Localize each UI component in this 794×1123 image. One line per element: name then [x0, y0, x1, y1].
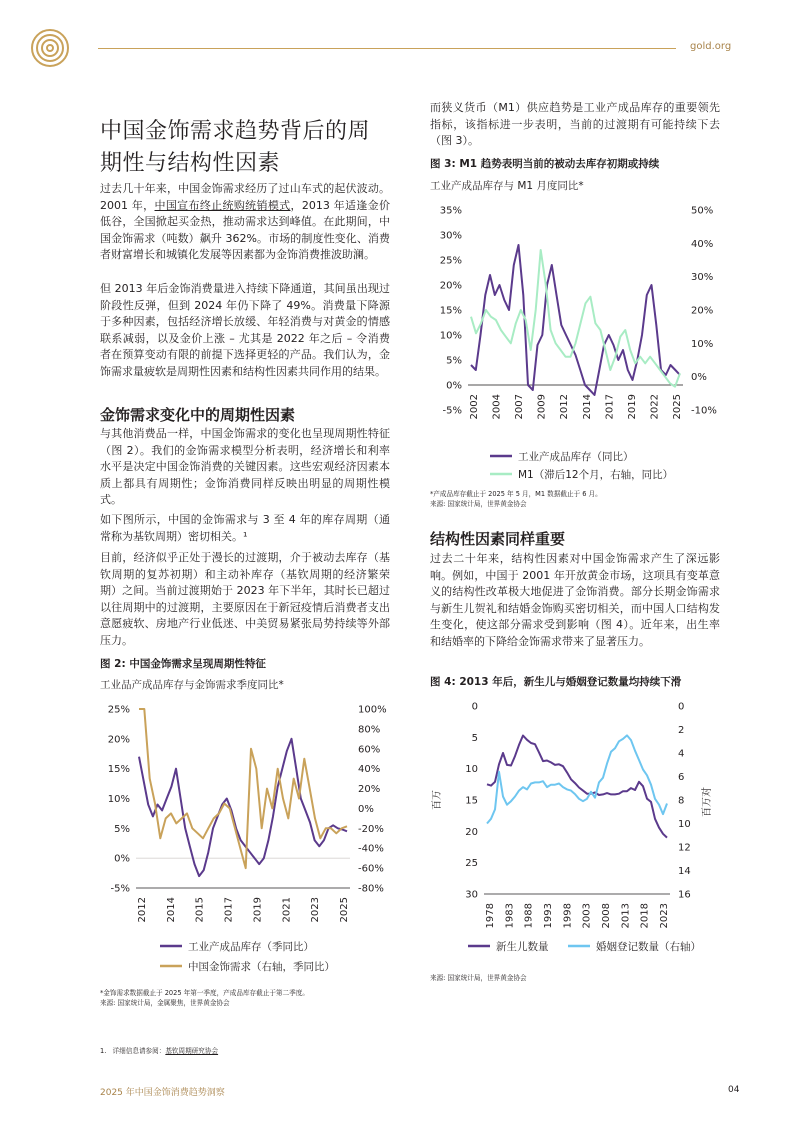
fig2-title: 图 2: 中国金饰需求呈现周期性特征 [100, 658, 266, 670]
legend-label-1: 工业产成品库存（季同比） [188, 941, 314, 953]
y-right-tick-label: 0% [691, 372, 707, 384]
legend-label-2: M1（滞后12个月，右轴，同比） [518, 469, 674, 481]
gold-logo [30, 28, 70, 68]
x-tick-label: 1978 [485, 903, 496, 929]
y-right-tick-label: -40% [358, 843, 384, 855]
y-left-tick-label: 30 [465, 889, 478, 901]
x-tick-label: 2022 [649, 394, 661, 420]
y-left-tick-label: 20% [439, 280, 462, 292]
x-tick-label: 2019 [626, 394, 638, 420]
y-left-tick-label: 0 [471, 701, 478, 713]
y-left-tick-label: 30% [439, 230, 462, 242]
y-left-tick-label: 5% [446, 355, 462, 367]
y-right-tick-label: 20% [691, 305, 714, 317]
y-right-tick-label: 14 [678, 866, 691, 877]
x-tick-label: 2003 [581, 903, 593, 929]
fig3-chart [428, 198, 728, 483]
x-tick-label: 2019 [252, 897, 264, 923]
y-left-tick-label: -5% [110, 883, 130, 895]
x-tick-label: 2014 [581, 394, 593, 420]
y-left-tick-label: 15 [465, 795, 478, 807]
x-tick-label: 1998 [562, 903, 574, 929]
x-tick-label: 2012 [559, 394, 571, 420]
x-tick-label: 1988 [523, 903, 535, 929]
y-right-tick-label: -20% [358, 823, 384, 835]
y-left-tick-label: 5 [471, 732, 478, 744]
y-right-tick-label: -10% [691, 405, 717, 417]
x-tick-label: 2002 [469, 394, 480, 420]
footnote: 1. 详细信息请参阅：基钦周期研究协会 [100, 1047, 219, 1055]
intro-paragraph-2: 但 2013 年后金饰消费量进入持续下降通道，其间虽出现过阶段性反弹，但到 2024 年仍下降了 49%。消费量下降源于多种因素，包括经济增长放缓、年轻消费与对黄金的情感联系减弱，以及金价上涨 – 尤其是 2022 年之后 – 令消费者在预算变动有限的前提下选择更轻的产品。我们认为，金饰需求量疲软是周期性因素和结构性因素共同作用的结果。 [100, 282, 390, 378]
x-tick-label: 2023 [659, 903, 670, 929]
y-right-tick-label: 40% [358, 764, 381, 776]
fig4-source: 来源: 国家统计局，世界黄金协会 [430, 974, 527, 982]
x-tick-label: 2008 [601, 903, 612, 929]
y-right-tick-label: 80% [358, 724, 381, 736]
intro-paragraph-1: 过去几十年来，中国金饰需求经历了过山车式的起伏波动。2001 年，中国宣布终止统购统销模式，2013 年适逢金价低谷，全国掀起买金热，推动需求达到峰值。在此期间，中国金饰需求（吨数）飙升 362%。市场的制度性变化、消费者财富增长和城镇化发展等因素都为金饰消费推波助澜。 [100, 182, 390, 262]
x-tick-label: 1993 [543, 903, 554, 929]
y-right-tick-label: 8 [678, 795, 685, 807]
y-left-tick-label: 0% [446, 380, 462, 392]
x-tick-label: 2014 [165, 897, 177, 923]
y-right-tick-label: 40% [691, 238, 714, 250]
y-right-tick-label: -60% [358, 863, 384, 875]
y-left-tick-label: -5% [442, 405, 462, 417]
fig3-subtitle: 工业产成品库存与 M1 月度同比* [430, 180, 584, 192]
legend-label-1: 工业产成品库存（同比） [518, 451, 634, 463]
y-left-tick-label: 25 [465, 858, 478, 870]
y-right-tick-label: 30% [691, 272, 714, 284]
x-tick-label: 2017 [223, 897, 235, 923]
x-tick-label: 2018 [639, 903, 651, 929]
y-right-tick-label: 6 [678, 772, 685, 783]
y-right-tick-label: 12 [678, 842, 691, 854]
x-tick-label: 2025 [672, 394, 683, 420]
y-right-tick-label: 16 [678, 889, 691, 901]
x-tick-label: 2015 [194, 897, 206, 923]
fig3-note: *产成品库存截止于 2025 年 5 月，M1 数据截止于 6 月。 [430, 490, 602, 498]
y-left-tick-label: 20 [465, 826, 478, 838]
y-right-tick-label: 100% [358, 704, 387, 716]
y-left-tick-label: 35% [439, 205, 462, 217]
legend-label-2: 婚姻登记数量（右轴） [596, 941, 701, 953]
x-tick-label: 1983 [504, 903, 516, 929]
structural-paragraph: 过去二十年来，结构性因素对中国金饰需求产生了深远影响。例如，中国于 2001 年开放黄金市场，这项具有变革意义的结构性改革极大地促进了金饰消费。部分长期金饰需求与新生儿贺礼和结婚金饰购买密切相关，而中国人口结构发生变化，使这部分需求受到影响（图 4）。近年来，出生率和结婚率的下降给金饰需求带来了显著压力。 [430, 552, 720, 648]
y-left-tick-label: 5% [114, 823, 130, 835]
site-link[interactable]: gold.org [690, 41, 732, 52]
y-left-tick-label: 20% [107, 734, 130, 746]
y-right-tick-label: 10 [678, 819, 691, 830]
x-tick-label: 2007 [514, 394, 526, 420]
y-left-tick-label: 15% [107, 764, 130, 776]
fig4-title: 图 4: 2013 年后，新生儿与婚姻登记数量均持续下滑 [430, 676, 682, 688]
fig2-note: *金饰需求数据截止于 2025 年第一季度，产成品库存截止于第二季度。 [100, 989, 309, 997]
y-right-tick-label: 60% [358, 744, 381, 756]
x-tick-label: 2017 [604, 394, 616, 420]
page-title: 中国金饰需求趋势背后的周期性与结构性因素 [100, 119, 371, 176]
y-right-tick-label: 0% [358, 803, 374, 815]
header-rule [98, 48, 676, 49]
y-right-tick-label: -80% [358, 883, 384, 895]
section-heading-structural: 结构性因素同样重要 [430, 530, 566, 548]
y-left-tick-label: 10% [439, 330, 462, 342]
y-left-tick-label: 15% [439, 305, 462, 317]
footnote-link[interactable]: 基钦周期研究协会 [165, 1047, 219, 1055]
series-line-1 [471, 245, 680, 395]
fig2-chart [98, 698, 398, 978]
fig4-chart [428, 694, 728, 964]
fig2-source: 来源: 国家统计局，金属聚焦，世界黄金协会 [100, 999, 230, 1007]
y-left-tick-label: 0% [114, 853, 130, 865]
section-heading-cyclical: 金饰需求变化中的周期性因素 [100, 406, 296, 424]
y-left-tick-label: 10% [107, 794, 130, 805]
legend-label-2: 中国金饰需求（右轴，季同比） [188, 961, 335, 973]
page-number: 04 [728, 1085, 740, 1095]
y-right-axis-label: 百万对 [702, 787, 713, 817]
x-tick-label: 2013 [620, 903, 632, 929]
fig3-title: 图 3: M1 趋势表明当前的被动去库存初期或持续 [430, 158, 660, 170]
series-line-2 [487, 735, 667, 823]
cyclical-paragraph-1: 与其他消费品一样，中国金饰需求的变化也呈现周期性特征（图 2）。我们的金饰需求模型分析表明，经济增长和利率水平是决定中国金饰消费的关键因素。这些宏观经济因素本质上都具有周期性；金饰消费同样反映出明显的周期性模式。 [100, 427, 390, 507]
y-right-tick-label: 4 [678, 748, 685, 760]
y-right-tick-label: 20% [358, 784, 381, 796]
y-right-tick-label: 10% [691, 338, 714, 350]
x-tick-label: 2021 [281, 897, 293, 923]
series-line-1 [487, 736, 667, 838]
cyclical-paragraph-3: 目前，经济似乎正处于漫长的过渡期，介于被动去库存（基钦周期的复苏初期）和主动补库存（基钦周期的经济繁荣期）之间。当前过渡期始于 2023 年下半年，其时长已超过以往周期中的过渡期，主要原因在于新冠疫情后消费者支出意愿疲软、房地产行业低迷、中美贸易紧张局势持续等外部压力。 [100, 551, 390, 647]
footer-title: 2025 年中国金饰消费趋势洞察 [100, 1088, 225, 1098]
fig2-subtitle: 工业品产成品库存与金饰需求季度同比* [100, 679, 284, 691]
intro-link[interactable]: 中国宣布终止统购统销模式 [154, 198, 291, 212]
x-tick-label: 2012 [137, 897, 148, 923]
y-right-tick-label: 50% [691, 205, 714, 217]
y-left-tick-label: 25% [107, 704, 130, 716]
right-intro-paragraph: 而狭义货币（M1）供应趋势是工业产成品库存的重要领先指标，该指标进一步表明，当前的过渡期有可能持续下去（图 3）。 [430, 101, 720, 148]
cyclical-paragraph-2: 如下图所示，中国的金饰需求与 3 至 4 年的库存周期（通常称为基钦周期）密切相关。¹ [100, 513, 390, 543]
y-left-tick-label: 25% [439, 255, 462, 267]
y-left-axis-label: 百万 [432, 790, 443, 810]
series-line-2 [471, 250, 680, 387]
y-right-tick-label: 0 [678, 701, 685, 713]
fig3-source: 来源: 国家统计局，世界黄金协会 [430, 500, 527, 508]
y-left-tick-label: 10 [465, 764, 478, 776]
legend-label-1: 新生儿数量 [496, 941, 549, 953]
x-tick-label: 2009 [536, 394, 548, 420]
y-right-tick-label: 2 [678, 725, 685, 736]
x-tick-label: 2025 [339, 897, 350, 923]
x-tick-label: 2004 [491, 394, 503, 420]
x-tick-label: 2023 [310, 897, 322, 923]
